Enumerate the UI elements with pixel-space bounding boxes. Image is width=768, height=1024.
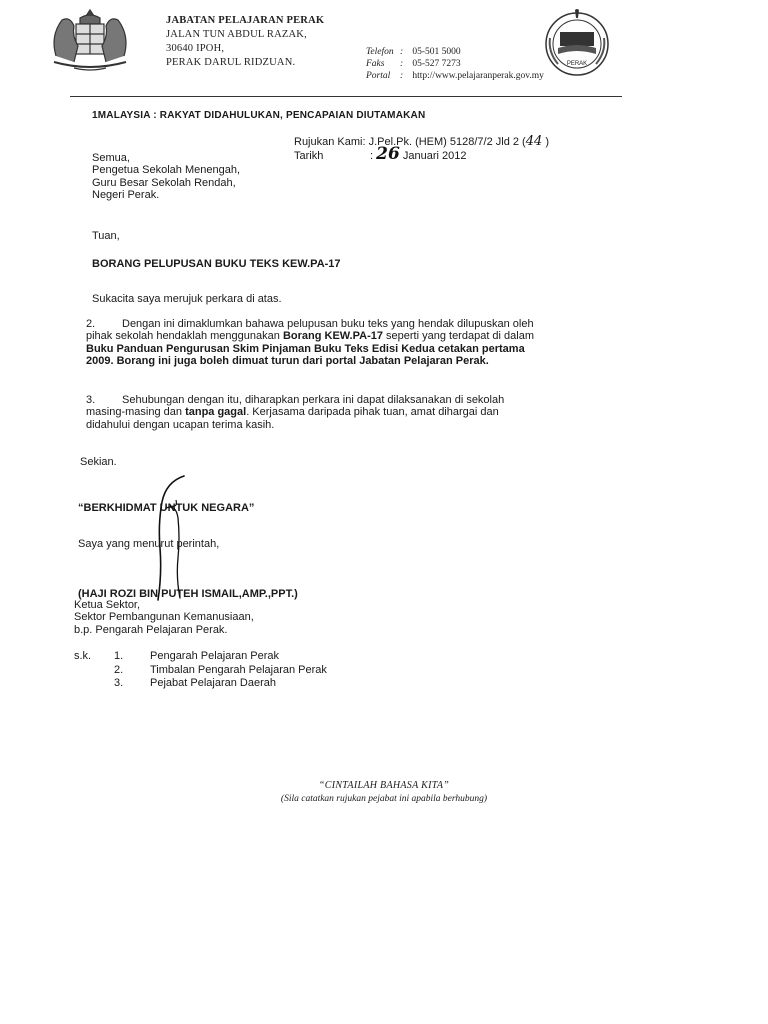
contact-row: Faks : 05-527 7273 [366, 59, 461, 69]
recipient-line: Guru Besar Sekolah Rendah, [92, 176, 236, 189]
letterhead-address [166, 14, 324, 70]
salutation: Tuan, [92, 230, 120, 242]
position-line: Sektor Pembangunan Kemanusiaan, [74, 611, 254, 624]
org-name: JABATAN PELAJARAN PERAK [166, 15, 325, 26]
recipient-block [92, 152, 240, 202]
contact-row: Telefon : 05-501 5000 [366, 47, 461, 57]
contact-label: Portal [366, 71, 391, 81]
contact-value: 05-527 7273 [412, 59, 461, 69]
contact-value: http://www.pelajaranperak.gov.my [412, 71, 544, 81]
jpn-perak-logo-icon [542, 8, 612, 78]
recipient-line: Semua, [92, 152, 130, 164]
paragraph-2: 2. Dengan ini dimaklumkan bahawa pelupusan buku teks yang hendak dilupuskan oleh pihak sekolah hendaklah menggunakan Borang KEW.PA-17 seperti yang terdapat di dalam Buku Panduan Pengurusan Skim Pinjaman Buku Teks Edisi Kedua cetakan pertama 2009. Borang ini juga boleh dimuat turun dari portal Jabatan Pelajaran Perak. [86, 318, 535, 368]
coat-of-arms-icon [44, 6, 136, 72]
footer-slogan: “CINTAILAH BAHASA KITA” [318, 780, 450, 791]
paragraph-number: 2. [86, 318, 96, 330]
recipient-line: Pengetua Sekolah Menengah, [92, 164, 241, 177]
footer-note: (Sila catatkan rujukan pejabat ini apabila berhubung) [280, 794, 488, 804]
handwritten-signature-icon [140, 468, 210, 608]
motto: 1MALAYSIA : RAKYAT DIDAHULUKAN, PENCAPAIAN DIUTAMAKAN [92, 110, 426, 121]
address-line: JALAN TUN ABDUL RAZAK, [166, 29, 307, 40]
date-rest: Januari 2012 [402, 150, 467, 162]
letter-page: JABATAN PELAJARAN PERAK JALAN TUN ABDUL RAZAK, 30640 IPOH, PERAK DARUL RIDZUAN. Telefon : 05-501 5000 Faks : 05-527 7273 Portal : http://www.pelajaranperak.gov.my PERAK 1MALAYSIA : RAKYAT DIDAHULUKAN, PENCAPAIAN DIUTAMAKAN Rujukan Kami: J.Pel.Pk. (HEM) 5128/7/2 Jld 2 (44 ) Tarikh : 26 Januari 2012 Semua, Pengetua Sekolah Menengah, Guru Besar Sekolah Rendah, Negeri Perak. Tuan, BORANG PELUPUSAN BUKU TEKS KEW.PA-17 Sukacita saya merujuk perkara di atas. 2. Dengan ini dimaklumkan bahawa pelupusan buku teks yang hendak dilupuskan oleh pihak sekolah hendaklah menggunakan Borang KEW.PA-17 seperti yang terdapat di dalam Buku Panduan Pengurusan Skim Pinjaman Buku Teks Edisi Kedua cetakan pertama 2009. Borang ini juga boleh dimuat turun dari portal Jabatan Pelajaran Perak. 3. Sehubungan dengan itu, diharapkan perkara ini dapat dilaksanakan di sekolah masing-masing dan tanpa gagal. Kerjasama daripada pihak tuan, amat dihargai dan didahului dengan ucapan terima kasih. Sekian. “BERKHIDMAT UNTUK NEGARA” Saya yang menurut perintah, (HAJI ROZI BIN PUTEH ISMAIL,AMP.,PPT.) Ketua Sektor, Sektor Pembangunan Kemanusiaan, b.p. Pengarah Pelajaran Perak. s.k. 1. Pengarah Pelajaran Perak 2. Timbalan Pengarah Pelajaran Perak 3. Pejabat Pelajaran Daerah “CINTAILAH BAHASA KITA” (Sila catatkan rujukan pejabat ini apabila berhubung) [0, 0, 768, 1024]
serve-motto: “BERKHIDMAT UNTUK NEGARA” [78, 502, 255, 514]
paragraph-number: 3. [86, 394, 96, 406]
reference-line: Rujukan Kami: J.Pel.Pk. (HEM) 5128/7/2 Jld 2 (44 ) [294, 134, 550, 149]
position-line: b.p. Pengarah Pelajaran Perak. [74, 623, 228, 636]
reference-block [294, 136, 549, 162]
contact-row: Portal : http://www.pelajaranperak.gov.my [366, 71, 544, 81]
date-label: Tarikh [294, 150, 324, 162]
subject-heading: BORANG PELUPUSAN BUKU TEKS KEW.PA-17 [92, 258, 341, 270]
letterhead-contacts [366, 46, 544, 82]
address-line: 30640 IPOH, [166, 43, 225, 54]
date-line: Tarikh : 26 Januari 2012 [294, 144, 467, 164]
reference-label: Rujukan Kami [294, 136, 363, 148]
paragraph-3: 3. Sehubungan dengan itu, diharapkan perkara ini dapat dilaksanakan di sekolah masing-masing dan tanpa gagal. Kerjasama daripada pihak tuan, amat dihargai dan didahului dengan ucapan terima kasih. [86, 394, 505, 431]
contact-label: Telefon [366, 47, 394, 57]
header-divider [70, 96, 622, 97]
date-day-handwritten: 26 [376, 144, 400, 164]
closing: Sekian. [80, 456, 117, 468]
reference-handwritten-number: 44 [525, 134, 543, 149]
recipient-line: Negeri Perak. [92, 189, 160, 202]
paragraph-1: Sukacita saya merujuk perkara di atas. [92, 293, 282, 305]
signatory-name: (HAJI ROZI BIN PUTEH ISMAIL,AMP.,PPT.) [78, 588, 298, 600]
order-line: Saya yang menurut perintah, [78, 538, 220, 550]
reference-value: J.Pel.Pk. (HEM) 5128/7/2 Jld 2 ( [368, 136, 526, 148]
position-line: Ketua Sektor, [74, 599, 141, 611]
contact-value: 05-501 5000 [412, 47, 461, 57]
logo-text: PERAK [566, 61, 588, 67]
contact-label: Faks [366, 59, 385, 69]
cc-label: s.k. [74, 650, 92, 662]
address-line: PERAK DARUL RIDZUAN. [166, 57, 296, 68]
